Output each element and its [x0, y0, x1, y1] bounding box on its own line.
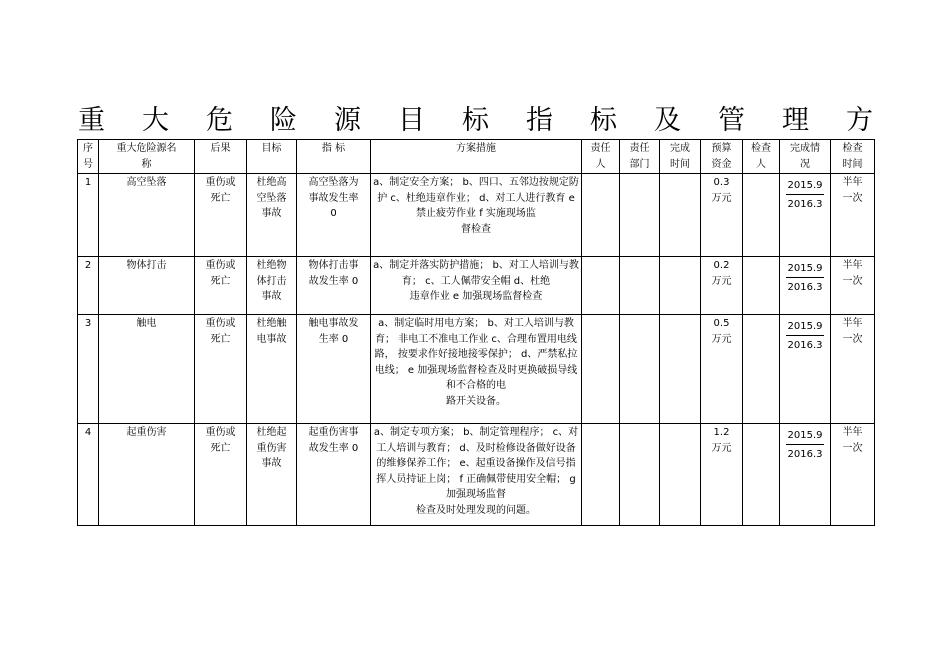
header-cell: 目标 — [247, 140, 297, 174]
budget: 0.5 万元 — [701, 315, 743, 424]
budget: 1.2 万元 — [701, 424, 743, 526]
title-char: 危 — [206, 105, 233, 136]
title-char: 管 — [718, 105, 745, 136]
inspector — [743, 257, 780, 315]
row-number: 1 — [78, 174, 99, 257]
header-cell: 指 标 — [297, 140, 371, 174]
table-row — [78, 315, 875, 424]
responsible-person — [582, 424, 620, 526]
table-row — [78, 257, 875, 315]
title-char: 险 — [270, 105, 297, 136]
completion-time — [660, 257, 701, 315]
header-cell: 责任 部门 — [620, 140, 660, 174]
header-cell: 序 号 — [78, 140, 99, 174]
inspector — [743, 174, 780, 257]
title-char: 标 — [590, 105, 617, 136]
budget: 0.2 万元 — [701, 257, 743, 315]
hazard-name: 起重伤害 — [99, 424, 195, 526]
table-row — [78, 424, 875, 526]
hazard-name: 物体打击 — [99, 257, 195, 315]
row-number: 3 — [78, 315, 99, 424]
check-time: 半年 一次 — [831, 257, 875, 315]
title-char: 及 — [654, 105, 681, 136]
consequence: 重伤或 死亡 — [195, 424, 247, 526]
title-char: 方 — [846, 105, 873, 136]
measures: a、制定安全方案； b、四口、五邻边按规定防护 c、杜绝违章作业； d、对工人进行教育 e 禁止疲劳作业 f 实施现场监 督检查 — [371, 174, 582, 257]
header-cell: 后果 — [195, 140, 247, 174]
table-row — [78, 174, 875, 257]
hazard-name: 高空坠落 — [99, 174, 195, 257]
responsible-department — [620, 424, 660, 526]
responsible-department — [620, 174, 660, 257]
consequence: 重伤或 死亡 — [195, 174, 247, 257]
title-char: 重 — [78, 105, 105, 136]
hazard-name: 触电 — [99, 315, 195, 424]
responsible-department — [620, 257, 660, 315]
inspector — [743, 424, 780, 526]
target: 杜绝触 电事故 — [247, 315, 297, 424]
title-char: 源 — [334, 105, 361, 136]
check-time: 半年 一次 — [831, 174, 875, 257]
header-cell: 责任 人 — [582, 140, 620, 174]
title-char: 大 — [142, 105, 169, 136]
check-time: 半年 一次 — [831, 315, 875, 424]
measures: a、制定临时用电方案； b、对工人培训与教育； 非电工不准电工作业 c、合理布置用电线路， 按要求作好接地接零保护； d、严禁私拉电线； e 加强现场监督检查及时更换破损导线和不合格的电 路开关设备。 — [371, 315, 582, 424]
responsible-person — [582, 174, 620, 257]
consequence: 重伤或 死亡 — [195, 257, 247, 315]
title-char: 标 — [462, 105, 489, 136]
responsible-department — [620, 315, 660, 424]
title-char: 理 — [782, 105, 809, 136]
indicator: 高空坠落为 事故发生率 0 — [297, 174, 371, 257]
row-number: 2 — [78, 257, 99, 315]
title-char: 目 — [398, 105, 425, 136]
completion-time — [660, 424, 701, 526]
responsible-person — [582, 315, 620, 424]
indicator: 触电事故发 生率 0 — [297, 315, 371, 424]
header-cell: 检查 时间 — [831, 140, 875, 174]
completion-time — [660, 174, 701, 257]
completion-status: 2015.9 2016.3 — [780, 174, 831, 257]
inspector — [743, 315, 780, 424]
header-cell: 完成 时间 — [660, 140, 701, 174]
measures: a、制定并落实防护措施； b、对工人培训与教育； c、工人佩带安全帽 d、杜绝 违章作业 e 加强现场监督检查 — [371, 257, 582, 315]
target: 杜绝起 重伤害 事故 — [247, 424, 297, 526]
table-header-row — [78, 140, 875, 174]
target: 杜绝物 体打击 事故 — [247, 257, 297, 315]
title-char: 指 — [526, 105, 553, 136]
indicator: 物体打击事 故发生率 0 — [297, 257, 371, 315]
header-cell: 预算 资金 — [701, 140, 743, 174]
header-cell: 方案措施 — [371, 140, 582, 174]
completion-status: 2015.9 2016.3 — [780, 424, 831, 526]
check-time: 半年 一次 — [831, 424, 875, 526]
header-cell: 完成情 况 — [780, 140, 831, 174]
completion-status: 2015.9 2016.3 — [780, 315, 831, 424]
completion-status: 2015.9 2016.3 — [780, 257, 831, 315]
budget: 0.3 万元 — [701, 174, 743, 257]
consequence: 重伤或 死亡 — [195, 315, 247, 424]
responsible-person — [582, 257, 620, 315]
hazard-management-table — [77, 139, 875, 526]
target: 杜绝高 空坠落 事故 — [247, 174, 297, 257]
row-number: 4 — [78, 424, 99, 526]
indicator: 起重伤害事 故发生率 0 — [297, 424, 371, 526]
header-cell: 检查 人 — [743, 140, 780, 174]
header-cell: 重大危险源名 称 — [99, 140, 195, 174]
completion-time — [660, 315, 701, 424]
page-title — [78, 104, 873, 138]
measures: a、制定专项方案； b、制定管理程序； c、对工人培训与教育； d、及时检修设备做好设备的维修保养工作； e、起重设备操作及信号指挥人员持证上岗； f 正确佩带使用安全帽； g 加强现场监督 检查及时处理发现的问题。 — [371, 424, 582, 526]
